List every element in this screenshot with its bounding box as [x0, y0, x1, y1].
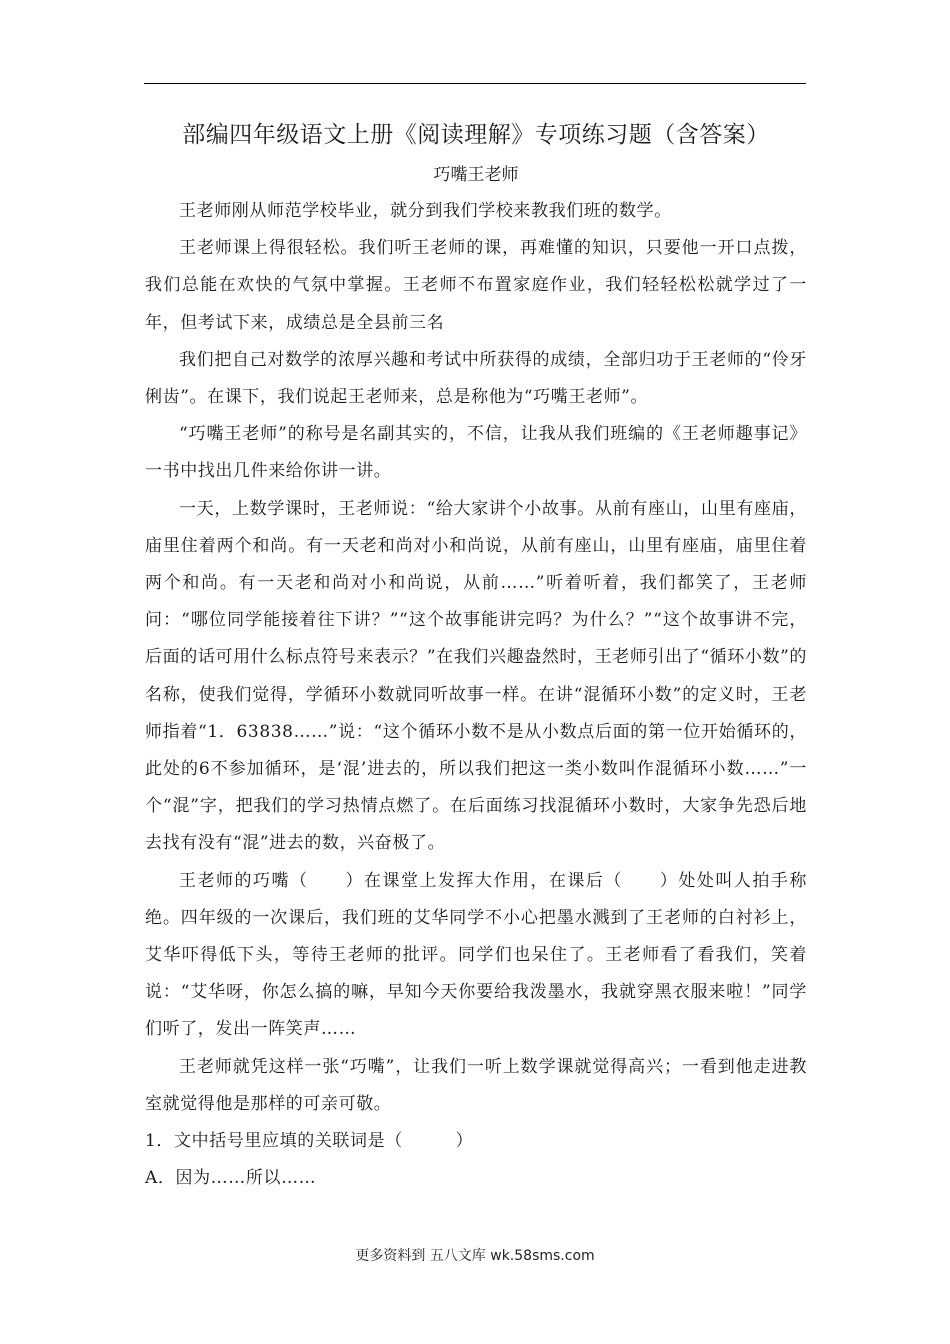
question-1: 1．文中括号里应填的关联词是（ ）: [145, 1131, 474, 1152]
paragraph-1: 王老师刚从师范学校毕业，就分到我们学校来教我们班的数学。: [179, 201, 672, 221]
paragraph-5: 一天，上数学课时，王老师说：“给大家讲个小故事。从前有座山，山里有座庙，庙里住着两个和尚。有一天老和尚对小和尚说，从前有座山，山里有座庙，庙里住着两个和尚。有一天老和尚对小和尚说，从前……”听着听着，我们都笑了，王老师问：“哪位同学能接着往下讲？”“这个故事能讲完吗？为什么？”“这个故事讲不完，后面的话可用什么标点符号来表示？”在我们兴趣盎然时，王老师引出了“循环小数”的名称，使我们觉得，学循环小数就同听故事一样。在讲“混循环小数”的定义时，王老师指着“1．63838……”说：“这个循环小数不是从小数点后面的第一位开始循环的，此处的6不参加循环，是‘混’进去的，所以我们把这一类小数叫作混循环小数……”一个“混”字，把我们的学习热情点燃了。在后面练习找混循环小数时，大家争先恐后地去找有没有“混”进去的数，兴奋极了。: [145, 498, 807, 854]
paragraph-7: 王老师就凭这样一张“巧嘴”，让我们一听上数学课就觉得高兴；一看到他走进教室就觉得他是那样的可亲可敬。: [145, 1056, 807, 1114]
document-body: [145, 114, 807, 1197]
paragraph-6: 王老师的巧嘴（ ）在课堂上发挥大作用，在课后（ ）处处叫人拍手称绝。四年级的一次课后，我们班的艾华同学不小心把墨水溅到了王老师的白衬衫上，艾华吓得低下头，等待王老师的批评。同学们也呆住了。王老师看了看我们，笑着说：“艾华呀，你怎么搞的嘛，早知今天你要给我泼墨水，我就穿黑衣服来啦！”同学们听了，发出一阵笑声……: [145, 870, 807, 1040]
question-1-option-a: A．因为……所以……: [145, 1168, 317, 1189]
passage-title: 巧嘴王老师: [433, 165, 519, 185]
paragraph-2: 王老师课上得很轻松。我们听王老师的课，再难懂的知识，只要他一开口点拨，我们总能在欢快的气氛中掌握。王老师不布置家庭作业，我们轻轻松松就学过了一年，但考试下来，成绩总是全县前三名: [145, 238, 807, 333]
paragraph-4: “巧嘴王老师”的称号是名副其实的，不信，让我从我们班编的《王老师趣事记》一书中找出几件来给你讲一讲。: [145, 424, 807, 482]
header-rule: [144, 83, 806, 84]
document-title: 部编四年级语文上册《阅读理解》专项练习题（含答案）: [182, 122, 770, 148]
footer-text: 更多资料到 五八文库 wk.58sms.com: [355, 1248, 595, 1264]
paragraph-3: 我们把自己对数学的浓厚兴趣和考试中所获得的成绩，全部归功于王老师的“伶牙俐齿”。在课下，我们说起王老师来，总是称他为“巧嘴王老师”。: [145, 349, 807, 408]
